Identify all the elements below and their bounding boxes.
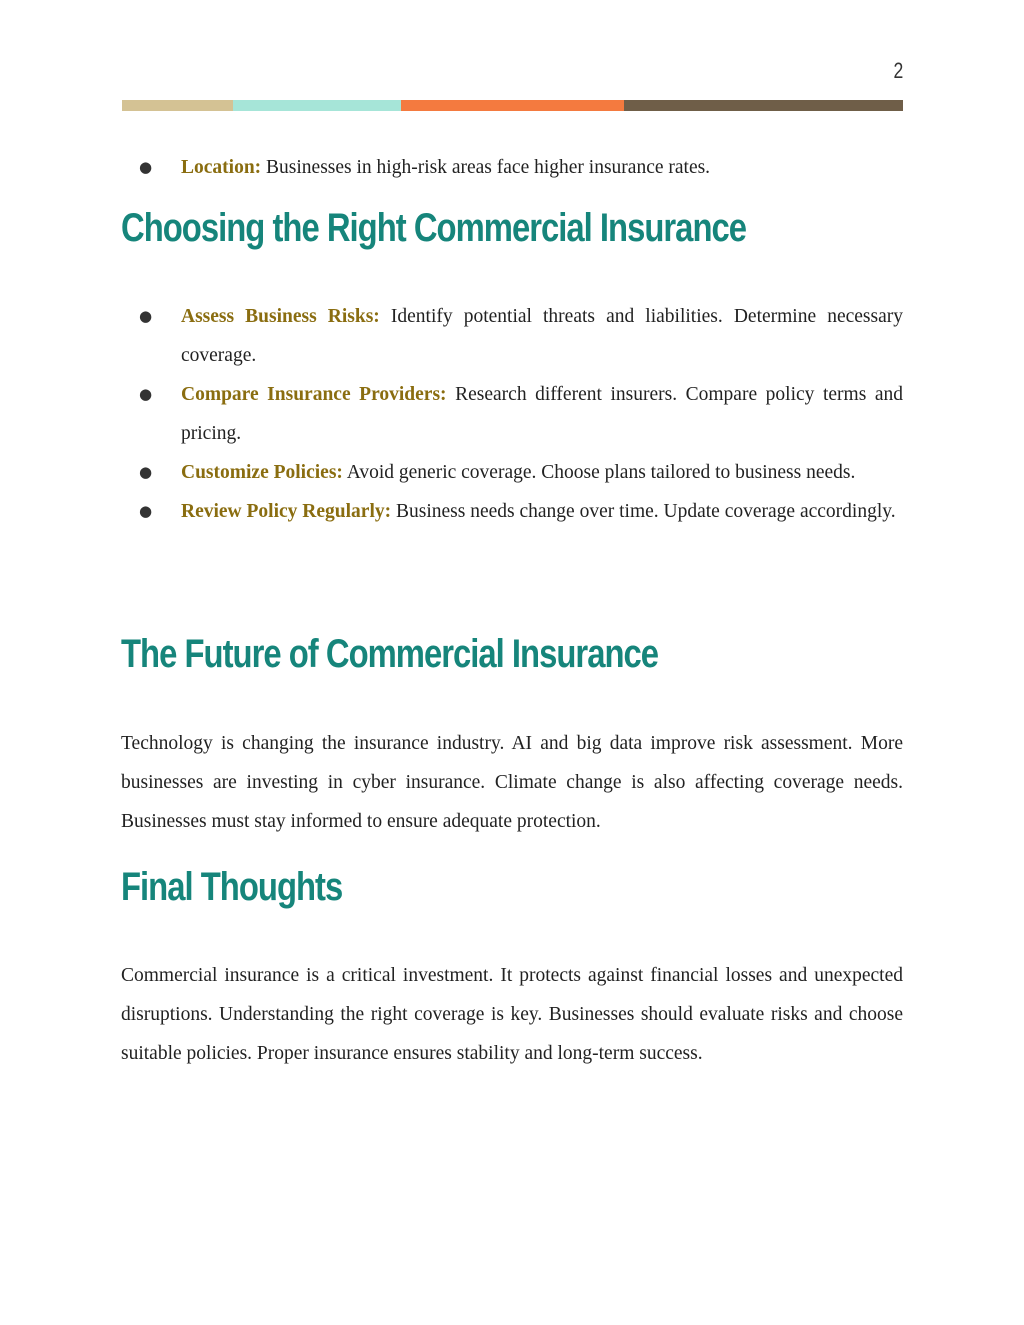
bullet-icon: ●	[139, 307, 153, 325]
color-bar-segment-tan	[122, 100, 233, 111]
choosing-list	[121, 297, 903, 531]
section-heading-final: Final Thoughts	[121, 865, 343, 909]
list-item	[121, 375, 903, 453]
final-paragraph: Commercial insurance is a critical investment. It protects against financial losses and unexpected disruptions. Understanding the right coverage is key. Businesses should evaluate risks and choose suitable policies. Proper insurance ensures stability and long-term success.	[121, 965, 903, 1064]
list-item-term: Assess Business Risks:	[181, 306, 380, 327]
list-item-term: Customize Policies:	[181, 462, 343, 483]
list-item-text: Avoid generic coverage. Choose plans tailored to business needs.	[342, 462, 856, 483]
list-item-text: Business needs change over time. Update coverage accordingly.	[391, 501, 896, 522]
future-section-body	[121, 724, 903, 841]
section-heading-future: The Future of Commercial Insurance	[121, 632, 659, 676]
list-item	[121, 297, 903, 375]
list-item-text: Businesses in high-risk areas face higher insurance rates.	[261, 157, 711, 178]
list-item-term: Compare Insurance Providers:	[181, 384, 447, 405]
list-item	[121, 492, 903, 531]
section-heading-choosing: Choosing the Right Commercial Insurance	[121, 206, 747, 250]
list-item	[121, 453, 903, 492]
future-paragraph: Technology is changing the insurance industry. AI and big data improve risk assessment. More businesses are investing in cyber insurance. Climate change is also affecting coverage needs. Businesses must stay informed to ensure adequate protection.	[121, 733, 903, 832]
final-section-body	[121, 956, 903, 1073]
color-bar-segment-aqua	[233, 100, 401, 111]
header-color-bar	[122, 100, 903, 111]
list-item	[121, 148, 903, 187]
color-bar-segment-orange	[401, 100, 624, 111]
bullet-icon: ●	[139, 502, 153, 520]
list-item-term: Location:	[181, 157, 262, 178]
bullet-icon: ●	[139, 463, 153, 481]
color-bar-segment-brown	[624, 100, 903, 111]
intro-list	[121, 148, 903, 187]
list-item-term: Review Policy Regularly:	[181, 501, 392, 522]
bullet-icon: ●	[139, 158, 153, 176]
page-number: 2	[893, 58, 903, 83]
list-item-text: Identify potential threats and liabilities. Determine necessary coverage.	[181, 306, 903, 366]
bullet-icon: ●	[139, 385, 153, 403]
list-item-text: Research different insurers. Compare policy terms and pricing.	[181, 384, 903, 444]
